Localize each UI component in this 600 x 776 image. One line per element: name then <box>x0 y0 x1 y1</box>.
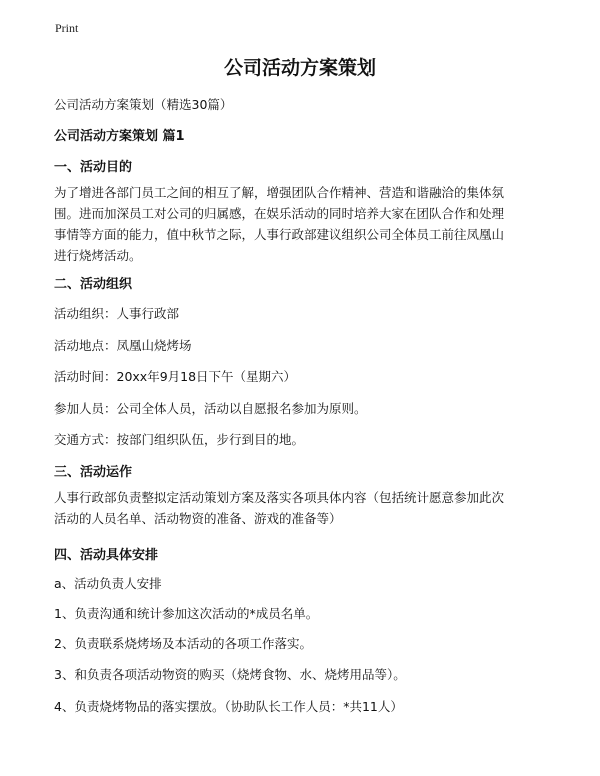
location-line: 活动地点：凤凰山烧烤场 <box>54 338 192 353</box>
print-label: Print <box>55 21 79 35</box>
heading-operation: 三、活动运作 <box>54 465 133 480</box>
purpose-paragraph <box>54 182 550 266</box>
organizer-line: 活动组织：人事行政部 <box>54 306 180 321</box>
heading-purpose: 一、活动目的 <box>54 160 133 175</box>
paragraph-line: 进行烧烤活动。 <box>54 248 142 263</box>
paragraph-line: 人事行政部负责整拟定活动策划方案及落实各项具体内容（包括统计愿意参加此次 <box>54 490 505 505</box>
section-title: 公司活动方案策划 篇1 <box>54 129 185 144</box>
page-title: 公司活动方案策划 <box>223 57 376 79</box>
schedule-subheading: a、活动负责人安排 <box>54 576 162 591</box>
list-item: 4、负责烧烤物品的落实摆放。（协助队长工作人员：*共11人） <box>54 699 403 714</box>
transport-line: 交通方式：按部门组织队伍，步行到目的地。 <box>54 432 305 447</box>
participants-line: 参加人员：公司全体人员，活动以自愿报名参加为原则。 <box>54 401 367 416</box>
list-item: 1、负责沟通和统计参加这次活动的*成员名单。 <box>54 606 319 621</box>
doc-subtitle: 公司活动方案策划（精选30篇） <box>54 97 233 112</box>
paragraph-line: 活动的人员名单、活动物资的准备、游戏的准备等） <box>54 511 342 526</box>
paragraph-line: 事情等方面的能力，值中秋节之际，人事行政部建议组织公司全体员工前往凤凰山 <box>54 227 505 242</box>
heading-organization: 二、活动组织 <box>54 277 133 292</box>
list-item: 2、负责联系烧烤场及本活动的各项工作落实。 <box>54 636 312 651</box>
heading-schedule: 四、活动具体安排 <box>54 548 159 563</box>
paragraph-line: 为了增进各部门员工之间的相互了解，增强团队合作精神、营造和谐融洽的集体氛 <box>54 185 505 200</box>
list-item: 3、和负责各项活动物资的购买（烧烤食物、水、烧烤用品等）。 <box>54 667 406 682</box>
operation-paragraph <box>54 487 550 529</box>
paragraph-line: 围。进而加深员工对公司的归属感，在娱乐活动的同时培养大家在团队合作和处理 <box>54 206 505 221</box>
time-line: 活动时间：20xx年9月18日下午（星期六） <box>54 369 297 384</box>
